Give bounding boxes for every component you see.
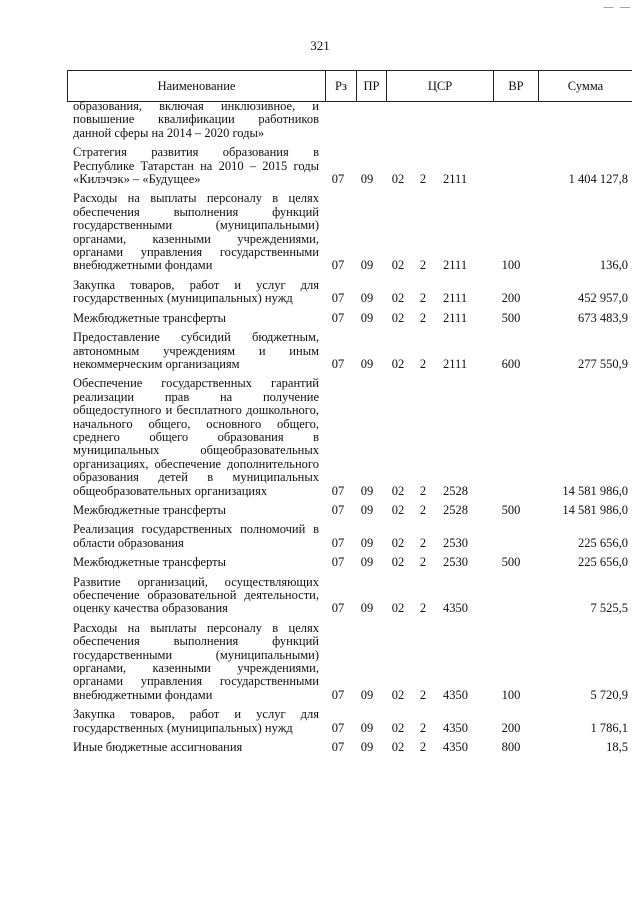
row-sum: 136,0 bbox=[599, 258, 628, 273]
row-rz: 07 bbox=[331, 555, 345, 570]
row-csr-subprogram: 2 bbox=[419, 258, 427, 273]
table-header bbox=[67, 70, 632, 102]
row-csr-code: 2528 bbox=[443, 483, 468, 498]
row-sum: 277 550,9 bbox=[578, 356, 628, 371]
row-sum: 18,5 bbox=[606, 740, 628, 755]
row-name: образования, включая инклюзивное, и повышение квалификации работников данной сферы на 2014 – 2020 годы» bbox=[73, 99, 319, 140]
table-row bbox=[67, 523, 637, 550]
row-rz: 07 bbox=[331, 601, 345, 616]
row-csr-program: 02 bbox=[391, 535, 405, 550]
row-csr-code: 2111 bbox=[443, 258, 468, 273]
row-rz: 07 bbox=[331, 291, 345, 306]
row-name: Расходы на выплаты персоналу в целях обеспечения выполнения функций государственными (муниципальными) органами, казенными учреждениями, органами управления государственными внебюджетными фондами bbox=[73, 620, 319, 702]
row-csr-subprogram: 2 bbox=[419, 740, 427, 755]
table-row bbox=[67, 622, 637, 702]
header-name: Наименование bbox=[68, 71, 326, 101]
row-csr-subprogram: 2 bbox=[419, 483, 427, 498]
row-csr-program: 02 bbox=[391, 172, 405, 187]
row-csr-code: 2111 bbox=[443, 172, 468, 187]
header-rz: Рз bbox=[326, 71, 357, 101]
row-name: Развитие организаций, осуществляющих обеспечение образовательной деятельности, оценку качества образования bbox=[73, 574, 319, 616]
row-sum: 673 483,9 bbox=[578, 310, 628, 325]
row-csr-program: 02 bbox=[391, 687, 405, 702]
row-csr-program: 02 bbox=[391, 483, 405, 498]
row-csr-code: 2111 bbox=[443, 291, 468, 306]
table-row bbox=[67, 576, 637, 616]
row-csr-subprogram: 2 bbox=[419, 502, 427, 517]
header-csr: ЦСР bbox=[387, 71, 494, 101]
table-row bbox=[67, 377, 637, 498]
row-csr-code: 4350 bbox=[443, 601, 468, 616]
row-name: Межбюджетные трансферты bbox=[73, 310, 227, 325]
row-rz: 07 bbox=[331, 483, 345, 498]
row-csr-code: 4350 bbox=[443, 720, 468, 735]
row-rz: 07 bbox=[331, 502, 345, 517]
row-csr-subprogram: 2 bbox=[419, 687, 427, 702]
table-row bbox=[67, 556, 637, 569]
header-pr: ПР bbox=[357, 71, 387, 101]
row-sum: 14 581 986,0 bbox=[562, 502, 628, 517]
row-csr-program: 02 bbox=[391, 555, 405, 570]
row-csr-program: 02 bbox=[391, 291, 405, 306]
row-csr-program: 02 bbox=[391, 502, 405, 517]
row-sum: 1 786,1 bbox=[590, 720, 628, 735]
row-sum: 14 581 986,0 bbox=[562, 483, 628, 498]
row-pr: 09 bbox=[360, 172, 374, 187]
row-name: Обеспечение государственных гарантий реализации прав на получение общедоступного и бесплатного дошкольного, начального общего, основного общего, среднего общего образования в муниципальных общеобразовательных организациях, обеспечение дополнительного образования детей в муниципальных общеобразовательных организациях bbox=[73, 376, 319, 498]
row-rz: 07 bbox=[331, 720, 345, 735]
row-pr: 09 bbox=[360, 356, 374, 371]
row-csr-program: 02 bbox=[391, 601, 405, 616]
row-name: Расходы на выплаты персоналу в целях обеспечения выполнения функций государственными (муниципальными) органами, казенными учреждениями, органами управления государственными внебюджетными фондами bbox=[73, 191, 319, 273]
row-name: Межбюджетные трансферты bbox=[73, 502, 227, 517]
table-body bbox=[67, 100, 637, 760]
row-vr: 200 bbox=[501, 291, 521, 306]
row-csr-code: 2111 bbox=[443, 310, 468, 325]
row-sum: 7 525,5 bbox=[590, 601, 628, 616]
row-sum: 5 720,9 bbox=[590, 687, 628, 702]
row-csr-code: 2530 bbox=[443, 555, 468, 570]
row-pr: 09 bbox=[360, 687, 374, 702]
row-csr-code: 2111 bbox=[443, 356, 468, 371]
row-csr-code: 2528 bbox=[443, 502, 468, 517]
table-row bbox=[67, 146, 637, 186]
row-name: Закупка товаров, работ и услуг для государственных (муниципальных) нужд bbox=[73, 277, 319, 306]
row-pr: 09 bbox=[360, 258, 374, 273]
row-csr-program: 02 bbox=[391, 720, 405, 735]
row-pr: 09 bbox=[360, 502, 374, 517]
table-row bbox=[67, 331, 637, 371]
header-vr: ВР bbox=[494, 71, 539, 101]
row-name: Реализация государственных полномочий в области образования bbox=[73, 522, 319, 550]
table-row bbox=[67, 741, 637, 754]
row-sum: 452 957,0 bbox=[578, 291, 628, 306]
row-name: Предоставление субсидий бюджетным, автономным учреждениям и иным некоммерческим организациям bbox=[73, 330, 319, 371]
row-vr: 500 bbox=[501, 310, 521, 325]
page-number: 321 bbox=[310, 38, 330, 53]
row-csr-subprogram: 2 bbox=[419, 601, 427, 616]
row-rz: 07 bbox=[331, 535, 345, 550]
row-pr: 09 bbox=[360, 601, 374, 616]
row-pr: 09 bbox=[360, 555, 374, 570]
row-csr-subprogram: 2 bbox=[419, 172, 427, 187]
row-csr-code: 2530 bbox=[443, 535, 468, 550]
table-row bbox=[67, 312, 637, 325]
row-pr: 09 bbox=[360, 535, 374, 550]
row-csr-code: 4350 bbox=[443, 740, 468, 755]
row-csr-subprogram: 2 bbox=[419, 356, 427, 371]
row-csr-program: 02 bbox=[391, 258, 405, 273]
row-csr-program: 02 bbox=[391, 356, 405, 371]
row-name: Закупка товаров, работ и услуг для государственных (муниципальных) нужд bbox=[73, 707, 319, 735]
table-row bbox=[67, 504, 637, 517]
row-rz: 07 bbox=[331, 172, 345, 187]
row-csr-program: 02 bbox=[391, 310, 405, 325]
row-csr-subprogram: 2 bbox=[419, 555, 427, 570]
row-vr: 200 bbox=[501, 720, 521, 735]
row-vr: 500 bbox=[501, 555, 521, 570]
table-row bbox=[67, 100, 637, 140]
row-sum: 225 656,0 bbox=[578, 535, 628, 550]
row-pr: 09 bbox=[360, 720, 374, 735]
row-csr-code: 4350 bbox=[443, 687, 468, 702]
row-rz: 07 bbox=[331, 687, 345, 702]
row-pr: 09 bbox=[360, 310, 374, 325]
row-rz: 07 bbox=[331, 258, 345, 273]
row-rz: 07 bbox=[331, 310, 345, 325]
row-csr-subprogram: 2 bbox=[419, 291, 427, 306]
row-csr-subprogram: 2 bbox=[419, 535, 427, 550]
table-row bbox=[67, 279, 637, 306]
row-rz: 07 bbox=[331, 740, 345, 755]
row-name: Стратегия развития образования в Республике Татарстан на 2010 – 2015 годы «Килэчэк» – «Будущее» bbox=[73, 145, 319, 187]
row-vr: 500 bbox=[501, 502, 521, 517]
row-name: Межбюджетные трансферты bbox=[73, 555, 227, 570]
row-csr-program: 02 bbox=[391, 740, 405, 755]
row-vr: 800 bbox=[501, 740, 521, 755]
row-rz: 07 bbox=[331, 356, 345, 371]
table-row bbox=[67, 192, 637, 272]
row-sum: 225 656,0 bbox=[578, 555, 628, 570]
row-sum: 1 404 127,8 bbox=[568, 172, 628, 187]
table-row bbox=[67, 708, 637, 735]
row-csr-subprogram: 2 bbox=[419, 310, 427, 325]
row-csr-subprogram: 2 bbox=[419, 720, 427, 735]
corner-mark: — — bbox=[603, 2, 632, 13]
row-name: Иные бюджетные ассигнования bbox=[73, 740, 243, 755]
row-vr: 600 bbox=[501, 356, 521, 371]
header-sum: Сумма bbox=[567, 78, 604, 93]
row-pr: 09 bbox=[360, 483, 374, 498]
row-vr: 100 bbox=[501, 258, 521, 273]
row-pr: 09 bbox=[360, 291, 374, 306]
row-pr: 09 bbox=[360, 740, 374, 755]
row-vr: 100 bbox=[501, 687, 521, 702]
